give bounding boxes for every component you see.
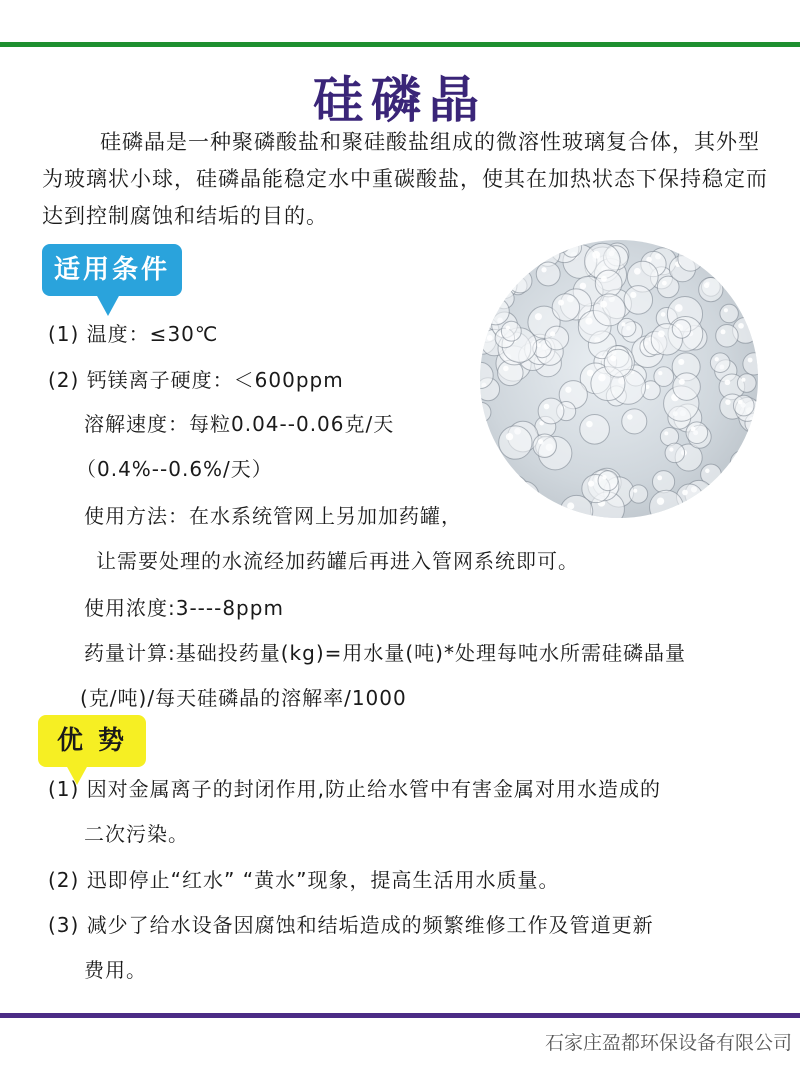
glass-bead-highlight [538,439,543,444]
glass-bead [510,240,543,257]
glass-bead-highlight [602,475,606,479]
glass-bead [678,246,703,271]
conditions-heading: 适用条件 [53,255,170,285]
glass-bead-highlight [741,378,745,382]
intro-paragraph: 硅磷晶是一种聚磷酸盐和聚硅酸盐组成的微溶性玻璃复合体，其外型为玻璃状小球，硅磷晶能稳定水中重碳酸盐，使其在加热状态下保持稳定而达到控制腐蚀和结垢的目的。 [42,130,768,228]
glass-bead-highlight [630,292,636,298]
glass-bead-highlight [661,312,666,317]
glass-bead-highlight [506,433,513,440]
glass-bead-highlight [496,278,502,284]
glass-bead [650,490,684,518]
glass-bead-highlight [621,322,625,326]
glass-bead-highlight [497,253,502,258]
glass-bead [501,321,521,341]
glass-bead [710,353,730,373]
glass-bead-highlight [723,262,729,268]
glass-bead-highlight [721,329,726,334]
glass-bead [741,460,758,492]
page-title: 硅磷晶 [313,71,487,129]
glass-bead [720,304,738,322]
glass-bead [716,325,738,347]
condition-concentration: 使用浓度:3----8ppm [84,596,284,620]
glass-bead [491,486,513,508]
glass-bead [730,450,755,475]
glass-bead [686,422,708,444]
glass-bead-highlight [627,414,633,420]
glass-bead-highlight [633,489,637,493]
glass-bead-highlight [740,488,747,495]
glass-bead-highlight [657,475,662,480]
glass-bead-highlight [610,355,616,361]
glass-bead-highlight [725,399,731,405]
glass-bead-highlight [484,491,492,499]
glass-bead-highlight [565,387,571,393]
conditions-heading-bubble [42,244,182,296]
glass-beads-photo [480,240,758,518]
glass-bead [672,320,691,339]
condition-dosage-line2: (克/吨)/每天硅磷晶的溶解率/1000 [80,686,407,710]
glass-bead-highlight [682,490,688,496]
glass-bead-highlight [662,281,667,286]
glass-bead-highlight [738,323,744,329]
glass-bead [498,475,528,505]
glass-bead [499,426,532,459]
condition-method-line2: 让需要处理的水流经加药罐后再进入管网系统即可。 [96,549,579,573]
glass-bead-highlight [600,301,607,308]
glass-bead [552,294,579,321]
glass-bead [492,248,513,269]
glass-bead [580,414,610,444]
glass-bead [480,446,498,472]
glass-bead-highlight [566,242,570,246]
glass-bead-highlight [495,240,501,244]
glass-bead [595,270,622,297]
glass-bead [480,402,491,422]
glass-bead-highlight [513,274,518,279]
glass-bead [538,398,564,424]
glass-bead-highlight [541,247,546,252]
glass-bead-highlight [535,313,542,320]
glass-bead [533,434,556,457]
glass-bead-highlight [678,359,684,365]
glass-bead-highlight [541,267,546,272]
glass-bead-highlight [664,431,668,435]
glass-bead-highlight [592,251,600,259]
glass-bead-highlight [537,343,541,347]
condition-dosage-line1: 药量计算:基础投药量(kg)=用水量(吨)*处理每吨水所需硅磷晶量 [84,641,686,665]
glass-bead-highlight [556,240,562,246]
glass-bead [593,294,625,326]
glass-bead-highlight [580,283,587,290]
glass-bead-highlight [496,491,501,496]
glass-bead [732,481,758,514]
advantage-2: (2) 迅即停止“红水” “黄水”现象，提高生活用水质量。 [48,868,560,892]
glass-bead [480,483,512,518]
glass-bead-highlight [724,308,728,312]
glass-bead-highlight [719,496,724,501]
glass-bead [488,470,517,499]
condition-dissolve-percent: （0.4%--0.6%/天） [76,457,273,481]
glass-bead-highlight [505,481,512,488]
glass-bead-highlight [480,443,481,449]
glass-bead-highlight [516,488,522,494]
glass-bead [714,491,739,516]
glass-bead [673,373,700,400]
glass-bead-highlight [598,374,605,381]
glass-bead [482,298,509,325]
glass-bead [665,443,685,463]
glass-bead-highlight [657,497,664,504]
advantages-heading: 优 势 [56,726,128,756]
glass-bead [629,485,647,503]
advantages-heading-bubble [38,715,146,767]
glass-bead [489,240,517,260]
condition-temperature: (1) 温度：≤30℃ [48,322,219,346]
glass-bead [622,409,647,434]
glass-bead-highlight [558,300,564,306]
glass-bead-highlight [704,283,709,288]
glass-bead-highlight [586,421,593,428]
glass-bead-highlight [705,469,710,474]
glass-bead-highlight [679,379,685,385]
glass-bead-highlight [480,323,485,328]
glass-beads-image [480,240,758,518]
condition-method-line1: 使用方法：在水系统管网上另加加药罐， [84,504,462,528]
glass-bead-highlight [585,318,592,325]
glass-bead-highlight [488,304,494,310]
glass-bead [718,257,743,282]
advantage-1-line1: (1) 因对金属离子的封闭作用,防止给水管中有害金属对用水造成的 [48,777,662,801]
glass-bead [624,286,653,315]
glass-bead-highlight [676,324,680,328]
condition-hardness: (2) 钙镁离子硬度：＜600ppm [48,368,344,392]
glass-bead [604,349,632,377]
glass-bead-highlight [494,476,500,482]
glass-bead-highlight [725,380,731,386]
advantage-3-line1: (3) 减少了给水设备因腐蚀和结垢造成的频繁维修工作及管道更新 [48,913,654,937]
glass-bead [699,277,723,301]
glass-bead [480,437,495,463]
advantage-1-line2: 二次污染。 [84,822,189,846]
glass-bead [653,471,675,493]
glass-bead-highlight [498,293,502,297]
company-footer: 石家庄盈都环保设备有限公司 [544,1032,792,1054]
glass-bead-highlight [506,326,510,330]
advantage-3-line2: 费用。 [84,958,147,982]
glass-bead-highlight [658,371,662,375]
glass-bead-highlight [567,502,574,509]
glass-bead-highlight [634,268,641,275]
glass-bead-highlight [550,331,555,336]
glass-bead-highlight [748,467,755,474]
glass-bead-highlight [588,481,594,487]
glass-bead-highlight [675,304,683,312]
glass-bead [508,269,532,293]
glass-bead-highlight [736,456,742,462]
glass-bead-highlight [669,447,673,451]
glass-bead [598,471,618,491]
condition-dissolve-rate: 溶解速度：每粒0.04--0.06克/天 [84,412,395,436]
glass-bead-highlight [683,251,689,257]
glass-bead-highlight [691,427,696,432]
glass-bead-highlight [544,404,550,410]
glass-bead [562,240,581,257]
glass-bead [737,374,756,393]
glass-bead-highlight [480,451,483,457]
glass-bead-highlight [503,366,509,372]
glass-bead [733,395,754,416]
glass-bead [536,262,560,286]
glass-bead-highlight [487,335,493,341]
bottom-purple-rule [0,1013,800,1018]
glass-bead-highlight [658,330,665,337]
glass-bead [743,353,758,375]
glass-bead-highlight [715,357,719,361]
glass-bead-highlight [748,358,753,363]
glass-bead [510,481,539,510]
glass-bead [545,326,569,350]
glass-bead-highlight [738,400,743,405]
top-green-rule [0,42,800,47]
glass-bead [654,367,674,387]
glass-bead-highlight [601,276,607,282]
